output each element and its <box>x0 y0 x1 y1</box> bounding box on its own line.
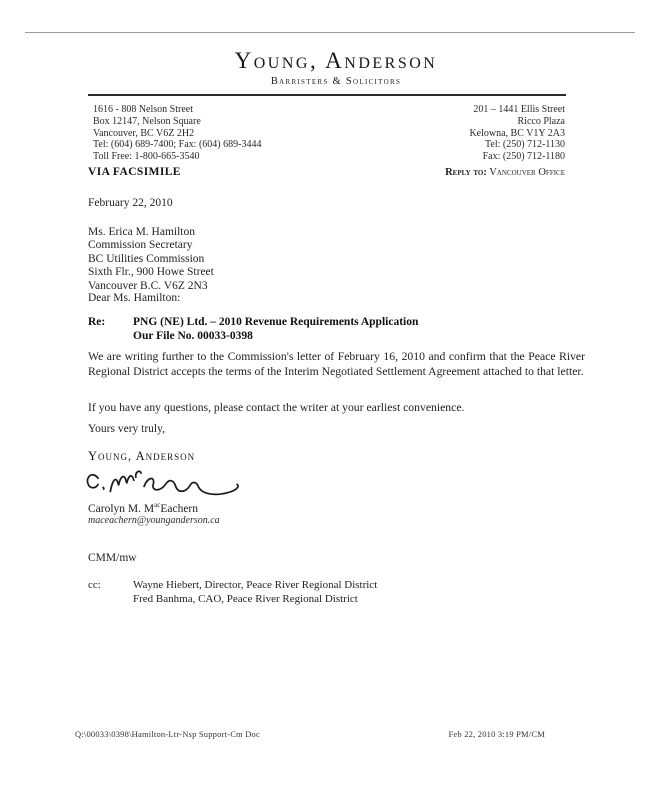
cc-line: Wayne Hiebert, Director, Peace River Regional District <box>133 579 378 591</box>
reply-to <box>445 167 565 178</box>
subject-label: Re: <box>88 316 106 328</box>
address-line: Fax: (250) 712-1180 <box>482 151 565 163</box>
subject-line1: PNG (NE) Ltd. – 2010 Revenue Requirements Application <box>133 316 419 328</box>
scan-artifact-line <box>25 32 635 33</box>
body-paragraph-2: If you have any questions, please contact the writer at your earliest convenience. <box>88 401 465 414</box>
address-line: Ricco Plaza <box>517 115 565 127</box>
recipient-address <box>88 226 214 293</box>
subject-block <box>88 315 418 343</box>
signer-name-post: Eachern <box>160 502 199 515</box>
letterhead-addresses <box>93 104 565 163</box>
cc-label: cc: <box>88 579 101 591</box>
delivery-method: VIA FACSIMILE <box>88 166 181 178</box>
address-line: Tel: (250) 712-1130 <box>484 139 565 151</box>
page-footer <box>75 729 545 739</box>
firm-name: Young, Anderson <box>234 48 438 73</box>
subject-text <box>133 315 418 343</box>
address-line: Tel: (604) 689-7400; Fax: (604) 689-3444 <box>93 139 262 151</box>
recipient-line: Vancouver B.C. V6Z 2N3 <box>88 279 208 292</box>
salutation: Dear Ms. Hamilton: <box>88 292 181 304</box>
cc-line: Fred Banhma, CAO, Peace River Regional District <box>133 592 358 605</box>
recipient-line: BC Utilities Commission <box>88 252 205 265</box>
address-line: Vancouver, BC V6Z 2H2 <box>93 127 195 139</box>
cc-list <box>133 579 377 606</box>
recipient-line: Commission Secretary <box>88 239 193 252</box>
address-line: 201 – 1441 Ellis Street <box>473 104 565 115</box>
address-line: Box 12147, Nelson Square <box>93 115 201 127</box>
signer-email: maceachern@younganderson.ca <box>88 515 220 526</box>
recipient-line: Ms. Erica M. Hamilton <box>88 226 195 238</box>
reference-initials: CMM/mw <box>88 552 137 564</box>
kelowna-office-address <box>469 104 565 163</box>
reply-to-label: Reply to: <box>445 167 487 178</box>
firm-subtitle: Barristers & Solicitors <box>270 76 402 87</box>
letterhead-divider <box>88 94 566 96</box>
reply-to-value: Vancouver Office <box>489 167 565 178</box>
subject-line2: Our File No. 00033-0398 <box>133 330 253 342</box>
address-line: Kelowna, BC V1Y 2A3 <box>469 127 565 139</box>
signer-name <box>88 501 198 515</box>
body-paragraph-1: We are writing further to the Commission's letter of February 16, 2010 and confirm that the Peace River Regional District accepts the terms of the Interim Negotiated Settlement Agreement attached to that letter. <box>88 350 585 379</box>
signer-name-superscript: ac <box>154 501 161 509</box>
cc-block <box>88 579 377 606</box>
signer-name-pre: Carolyn M. M <box>88 502 155 515</box>
meta-row <box>88 166 565 178</box>
recipient-line: Sixth Flr., 900 Howe Street <box>88 266 214 279</box>
address-line: Toll Free: 1-800-665-3540 <box>93 151 200 163</box>
footer-timestamp: Feb 22, 2010 3:19 PM/CM <box>448 729 545 739</box>
closing: Yours very truly, <box>88 423 165 435</box>
footer-file-path: Q:\00033\0398\Hamilton-Ltr-Nsp Support-Cm Doc <box>75 729 260 739</box>
firm-signature-name: Young, Anderson <box>88 449 196 463</box>
letter-date: February 22, 2010 <box>88 197 173 209</box>
vancouver-office-address <box>93 104 261 163</box>
address-line: 1616 - 808 Nelson Street <box>93 104 193 115</box>
